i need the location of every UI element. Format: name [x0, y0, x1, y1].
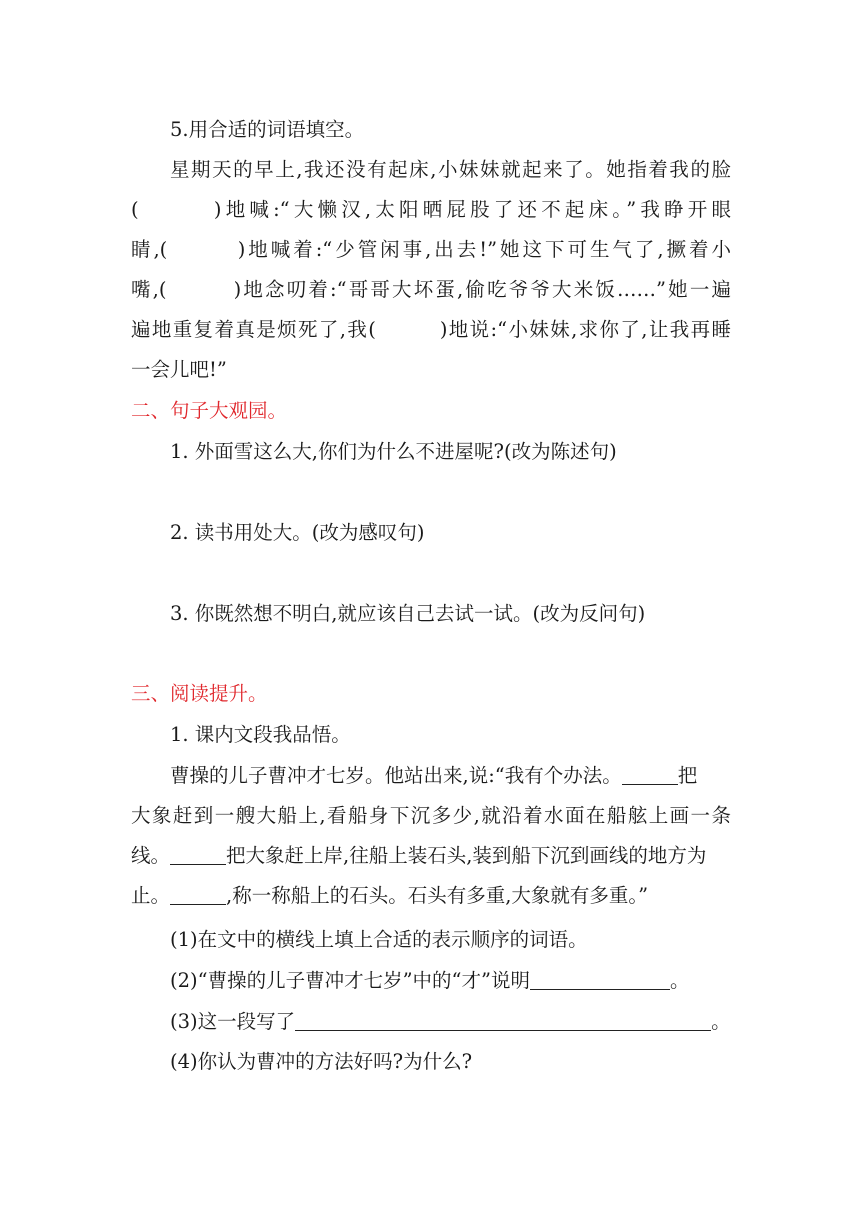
reading-line-2: 大象赶到一艘大船上,看船身下沉多少,就沿着水面在船舷上画一条: [131, 804, 731, 827]
question-3-text: (3)这一段写了: [170, 1010, 296, 1033]
answer-blank-q3[interactable]: [295, 1010, 711, 1031]
reading-text: ,称一称船上的石头。石头有多重,大象就有多重。”: [226, 884, 649, 907]
passage-line-5: 遍地重复着真是烦死了,我( )地说:“小妹妹,求你了,让我再睡: [131, 318, 731, 341]
question-2: [170, 965, 770, 997]
passage-line-3: 睛,( )地喊着:“少管闲事,出去!”她这下可生气了,撅着小: [131, 238, 731, 261]
sentence-item-1: 1. 外面雪这么大,你们为什么不进屋呢?(改为陈述句): [170, 440, 617, 463]
section3-heading: 三、阅读提升。: [131, 682, 268, 705]
reading-text: 线。: [131, 844, 171, 867]
passage-line-1: 星期天的早上,我还没有起床,小妹妹就起来了。她指着我的脸: [170, 158, 731, 181]
reading-text: 止。: [131, 884, 171, 907]
question-3-end: 。: [711, 1010, 731, 1033]
reading-subtitle: 1. 课内文段我品悟。: [170, 723, 351, 746]
passage-line-6: 一会儿吧!”: [131, 358, 227, 381]
fill-blank-2[interactable]: [170, 844, 226, 865]
reading-text: 曹操的儿子曹冲才七岁。他站出来,说:“我有个办法。: [170, 764, 622, 787]
sentence-item-3: 3. 你既然想不明白,就应该自己去试一试。(改为反问句): [170, 602, 646, 625]
question-4: (4)你认为曹冲的方法好吗?为什么?: [170, 1050, 473, 1073]
sentence-item-2: 2. 读书用处大。(改为感叹句): [170, 521, 425, 544]
q5-title: 5.用合适的词语填空。: [170, 118, 365, 141]
passage-line-4: 嘴,( )地念叨着:“哥哥大坏蛋,偷吃爷爷大米饭……”她一遍: [131, 278, 731, 301]
fill-blank-1[interactable]: [622, 764, 678, 785]
question-3: [170, 1006, 770, 1038]
question-2-text: (2)“曹操的儿子曹冲才七岁”中的“才”说明: [170, 969, 530, 992]
question-2-end: 。: [670, 969, 690, 992]
reading-line-4: [131, 880, 731, 912]
reading-text: 把大象赶上岸,往船上装石头,装到船下沉到画线的地方为: [226, 844, 707, 867]
reading-line-3: [131, 840, 731, 872]
answer-blank-q2[interactable]: [530, 969, 670, 990]
fill-blank-3[interactable]: [170, 884, 226, 905]
passage-line-2: ( )地喊:“大懒汉,太阳晒屁股了还不起床。”我睁开眼: [131, 198, 731, 221]
question-1: (1)在文中的横线上填上合适的表示顺序的词语。: [170, 928, 588, 951]
reading-line-1: [170, 760, 770, 792]
reading-text: 把: [677, 764, 698, 787]
section2-heading: 二、句子大观园。: [131, 399, 288, 422]
